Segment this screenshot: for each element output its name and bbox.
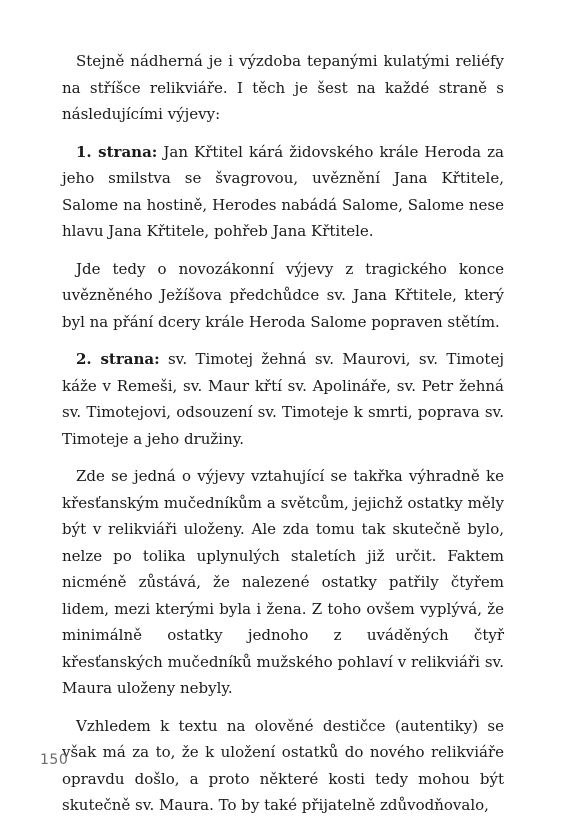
paragraph-side-one: [62, 139, 504, 245]
paragraph-martyrs: [62, 463, 504, 702]
paragraph-new-testament: [62, 256, 504, 336]
paragraph-authentics: [62, 713, 504, 819]
side-one-label: 1. strana:: [76, 142, 158, 161]
paragraph-text: Jan Křtitel kárá židovského krále Heroda za jeho smilstva se švagrovou, uvěznění Jana Křtitele, Salome na hostině, Herodes nabádá Salome, Salome nese hlavu Jana Křtitele, pohřeb Jana Křtitele.: [62, 142, 504, 240]
paragraph-text: sv. Timotej žehná sv. Maurovi, sv. Timotej káže v Remeši, sv. Maur křtí sv. Apolináře, sv. Petr žehná sv. Timotejovi, odsouzení sv. Timoteje k smrti, poprava sv. Timoteje a jeho družiny.: [62, 350, 504, 448]
paragraph-text: Stejně nádherná je i výzdoba tepanými kulatými reliéfy na stříšce relikviáře. I těch je šest na každé straně s následujícími výjevy:: [62, 52, 504, 123]
paragraph-intro: [62, 48, 504, 128]
page-body: [62, 48, 504, 830]
paragraph-text: Jde tedy o novozákonní výjevy z tragického konce uvězněného Ježíšova předchůdce sv. Jana Křtitele, který byl na přání dcery krále Heroda Salome popraven stětím.: [62, 259, 504, 331]
paragraph-text: Vzhledem k textu na olověné destičce (autentiky) se však má za to, že k uložení ostatků do nového relikviáře opravdu došlo, a proto některé kosti tedy mohou být skutečně sv. Maura. To by také přijatelně zdůvodňovalo,: [62, 716, 504, 814]
paragraph-side-two: [62, 346, 504, 452]
paragraph-text: Zde se jedná o výjevy vztahující se takřka výhradně ke křesťanským mučedníkům a světcům, jejichž ostatky měly být v relikviáři uloženy. Ale zda tomu tak skutečně bylo, nelze po tolika uplynulých staletích již určit. Faktem nicméně zůstává, že nalezené ostatky patřily čtyřem lidem, mezi kterými byla i žena. Z toho ovšem vyplývá, že minimálně ostatky jednoho z uváděných čtyř křesťanských mučedníků mužského pohlaví v relikviáři sv. Maura uloženy nebyly.: [62, 467, 504, 697]
page-number: 150: [40, 752, 69, 768]
side-two-label: 2. strana:: [76, 350, 160, 368]
